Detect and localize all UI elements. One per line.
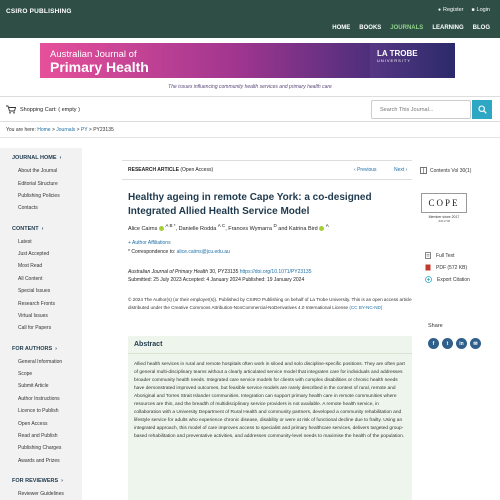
pdf-icon bbox=[425, 264, 431, 271]
breadcrumb-journals[interactable]: Journals bbox=[56, 127, 76, 133]
shopping-cart[interactable] bbox=[6, 105, 80, 114]
sidebar-item-submit-article[interactable]: Submit Article bbox=[18, 383, 49, 390]
breadcrumb: You are here: Home > Journals > PY > PY23135 bbox=[6, 127, 114, 133]
sidebar-item-publishing-charges[interactable]: Publishing Charges bbox=[18, 445, 62, 452]
citation-info bbox=[128, 268, 311, 284]
abstract-text: Allied health services in rural and remote hospitals often work in siloed and solo discipline-specific positions. They are often part of general multi-disciplinary teams without a clearly articulated service model that integrates care for individuals and addresses broader community health needs. Integrated care service models for clients with complex disabilities or chronic health needs have demonstrated improved outcomes, but feasible service models are rarely described in the context of rural, remote and Aboriginal and Torres Strait Islander communities. Integration can support primary health care in remote communities where resources are thin, and the breadth of multidisciplinary service providers is not available. A remote health service, in collaboration with a University Department of Rural Health and community partners, developed a community rehabilitation and lifestyle service for adults who experience chronic disease, disability or were at risk of functional decline due to frailty. Using an integrated approach, this model of care improves access to specialist and primary healthcare services, delivers targeted group-based rehabilitation and preventative activities, and addresses community-level needs to maximise the health of the population. bbox=[134, 362, 405, 439]
search-icon bbox=[478, 105, 487, 114]
author-link[interactable]: , Danielle Rodda bbox=[175, 225, 217, 232]
chevron-right-icon: › bbox=[61, 477, 63, 484]
banner-line2: Primary Health bbox=[50, 59, 149, 75]
sidebar-item-just-accepted[interactable]: Just Accepted bbox=[18, 251, 50, 258]
sidebar-head-label: CONTENT bbox=[12, 225, 39, 232]
citation-line bbox=[128, 268, 311, 276]
license-text bbox=[128, 296, 416, 311]
nav-books[interactable]: BOOKS bbox=[359, 25, 382, 31]
email-icon[interactable]: ✉ bbox=[470, 338, 481, 349]
sidebar-item-special-issues[interactable]: Special Issues bbox=[18, 288, 51, 295]
sidebar-item-call-for-papers[interactable]: Call for Papers bbox=[18, 325, 52, 332]
user-icon: ● bbox=[437, 7, 442, 13]
sidebar-item-editorial[interactable]: Editorial Structure bbox=[18, 180, 58, 187]
sidebar-item-all-content[interactable]: All Content bbox=[18, 275, 43, 282]
journal-name: Australian Journal of Primary Health bbox=[128, 269, 209, 275]
sidebar-head-for-authors[interactable] bbox=[0, 339, 82, 356]
sidebar-head-label: JOURNAL HOME bbox=[12, 155, 57, 161]
register-link[interactable] bbox=[438, 7, 464, 13]
abstract-heading: Abstract bbox=[128, 336, 412, 354]
author-link[interactable]: and Katrina Bird bbox=[278, 225, 318, 232]
full-text-label: Full Text bbox=[436, 252, 455, 259]
account-links bbox=[438, 7, 490, 13]
sidebar-item-licence[interactable]: Licence to Publish bbox=[18, 408, 59, 415]
share-heading: Share bbox=[428, 323, 443, 329]
top-bar bbox=[0, 0, 500, 38]
nav-home[interactable]: HOME bbox=[332, 25, 351, 31]
search-button[interactable] bbox=[472, 100, 492, 119]
author-sup: D bbox=[273, 223, 277, 228]
correspondence bbox=[128, 249, 230, 255]
sidebar bbox=[0, 148, 82, 500]
volume-ref: 30, PY23135 bbox=[209, 269, 239, 275]
author-list bbox=[128, 223, 418, 232]
nav-learning[interactable]: LEARNING bbox=[432, 25, 464, 31]
article-type bbox=[128, 167, 213, 173]
sidebar-item-about[interactable]: About the Journal bbox=[18, 168, 58, 175]
sidebar-item-scope[interactable]: Scope bbox=[18, 371, 33, 378]
journal-search-input[interactable] bbox=[371, 100, 471, 119]
breadcrumb-py[interactable]: PY bbox=[80, 127, 88, 133]
breadcrumb-prefix: You are here: bbox=[6, 127, 36, 133]
lock-icon: ■ bbox=[471, 7, 475, 13]
chevron-right-icon: › bbox=[59, 155, 62, 161]
previous-link[interactable]: ‹ Previous bbox=[354, 167, 377, 173]
author-sup: A B * bbox=[165, 223, 176, 228]
author-sup: A bbox=[325, 223, 329, 228]
sidebar-head-label: FOR REVIEWERS bbox=[12, 477, 59, 484]
sidebar-item-author-instructions[interactable]: Author Instructions bbox=[18, 395, 60, 402]
main-nav bbox=[332, 25, 490, 31]
article-title: Healthy ageing in remote Cape York: a co-designed Integrated Allied Health Service Model bbox=[128, 192, 372, 217]
breadcrumb-current: PY23135 bbox=[93, 127, 114, 133]
journal-tagline: The issues influencing community health services and primary health care bbox=[168, 84, 332, 90]
journal-banner[interactable] bbox=[40, 43, 455, 78]
sidebar-head-for-reviewers[interactable] bbox=[0, 471, 82, 488]
cart-label: Shopping Cart: ( empty ) bbox=[20, 106, 80, 113]
author-affiliations-toggle[interactable]: + Author Affiliations bbox=[128, 240, 171, 246]
divider bbox=[0, 137, 500, 138]
sidebar-item-contacts[interactable]: Contacts bbox=[18, 205, 38, 212]
book-icon bbox=[420, 167, 427, 174]
sidebar-item-most-read[interactable]: Most Read bbox=[18, 263, 43, 270]
previous-label: Previous bbox=[357, 167, 377, 173]
search-row bbox=[0, 96, 500, 122]
cart-icon bbox=[6, 105, 16, 114]
nav-blog[interactable]: BLOG bbox=[472, 25, 490, 31]
latrobe-logo bbox=[377, 49, 449, 73]
contents-link[interactable] bbox=[420, 167, 471, 174]
banner-line1: Australian Journal of bbox=[50, 49, 137, 60]
pdf-link[interactable] bbox=[425, 264, 470, 271]
login-label: Login bbox=[476, 7, 490, 13]
breadcrumb-home[interactable]: Home bbox=[37, 127, 51, 133]
sidebar-item-reviewer-guidelines[interactable]: Reviewer Guidelines bbox=[18, 491, 64, 498]
author-sup: A C bbox=[217, 223, 226, 228]
sidebar-item-latest[interactable]: Latest bbox=[18, 238, 32, 245]
article-type-label: RESEARCH ARTICLE bbox=[128, 167, 179, 173]
nav-journals[interactable]: JOURNALS bbox=[390, 25, 424, 31]
chevron-right-icon: › bbox=[41, 225, 44, 232]
pdf-label: PDF (572 KB) bbox=[436, 264, 468, 271]
cope-member: Member since 2017 bbox=[428, 215, 460, 219]
sidebar-head-label: FOR AUTHORS bbox=[12, 345, 53, 352]
register-label: Register bbox=[443, 7, 464, 13]
cope-logo: COPE bbox=[421, 193, 467, 213]
export-icon bbox=[425, 276, 432, 283]
sidebar-item-awards[interactable]: Awards and Prizes bbox=[18, 457, 60, 464]
latrobe-name: LA TROBE bbox=[377, 49, 418, 58]
access-label: (Open Access) bbox=[180, 167, 214, 173]
login-link[interactable] bbox=[472, 7, 491, 13]
sidebar-item-open-access[interactable]: Open Access bbox=[18, 420, 48, 427]
abstract-panel bbox=[128, 336, 412, 500]
correspondence-email[interactable]: alice.cairns@jcu.edu.au bbox=[176, 249, 230, 255]
sidebar-item-virtual-issues[interactable]: Virtual Issues bbox=[18, 312, 48, 319]
article-tools bbox=[425, 252, 470, 288]
document-icon bbox=[425, 252, 431, 259]
next-label: Next bbox=[394, 167, 405, 173]
full-text-link[interactable] bbox=[425, 252, 470, 259]
facebook-icon[interactable]: f bbox=[428, 338, 439, 349]
sidebar-item-general-info[interactable]: General Information bbox=[18, 358, 63, 365]
export-label: Export Citation bbox=[437, 276, 470, 283]
next-link[interactable]: Next › bbox=[394, 167, 408, 173]
doi-link[interactable]: https://doi.org/10.1071/PY23135 bbox=[239, 269, 312, 275]
article-dates: Submitted: 25 July 2023 Accepted: 4 January 2024 Published: 19 January 2024 bbox=[128, 277, 305, 283]
orcid-icon[interactable] bbox=[319, 226, 324, 231]
license-link[interactable]: (CC BY-NC-ND) bbox=[349, 304, 383, 310]
publisher-logo[interactable]: CSIRO PUBLISHING bbox=[6, 8, 72, 15]
cope-id: JM11708 bbox=[437, 219, 451, 223]
share-icons bbox=[428, 338, 481, 349]
sidebar-item-policies[interactable]: Publishing Policies bbox=[18, 192, 60, 199]
chevron-right-icon: › bbox=[55, 345, 57, 352]
linkedin-icon[interactable]: in bbox=[456, 338, 467, 349]
contents-label: Contents Vol 30(1) bbox=[430, 167, 472, 174]
orcid-icon[interactable] bbox=[159, 226, 164, 231]
sidebar-head-content[interactable] bbox=[0, 219, 82, 236]
latrobe-sub: UNIVERSITY bbox=[377, 58, 412, 63]
sidebar-item-read-publish[interactable]: Read and Publish bbox=[18, 432, 58, 439]
sidebar-head-journal-home[interactable] bbox=[0, 148, 82, 165]
export-citation-link[interactable] bbox=[425, 276, 470, 283]
journal-banner-area bbox=[0, 38, 500, 94]
sidebar-item-research-fronts[interactable]: Research Fronts bbox=[18, 300, 55, 307]
author-link[interactable]: , Frances Wymarra bbox=[225, 225, 272, 232]
author-link[interactable]: Alice Cairns bbox=[128, 225, 158, 232]
article-bar bbox=[122, 160, 412, 180]
correspondence-label: * Correspondence to: bbox=[128, 249, 176, 255]
cope-badge[interactable] bbox=[421, 193, 467, 237]
license-statement: © 2024 The Author(s) (or their employer(s)). Published by CSIRO Publishing on behalf of La Trobe University. This is an open access article distributed under the Creative Commons Attribution-NonCommercial-NoDerivatives 4.0 International License bbox=[128, 297, 412, 310]
twitter-icon[interactable]: t bbox=[442, 338, 453, 349]
